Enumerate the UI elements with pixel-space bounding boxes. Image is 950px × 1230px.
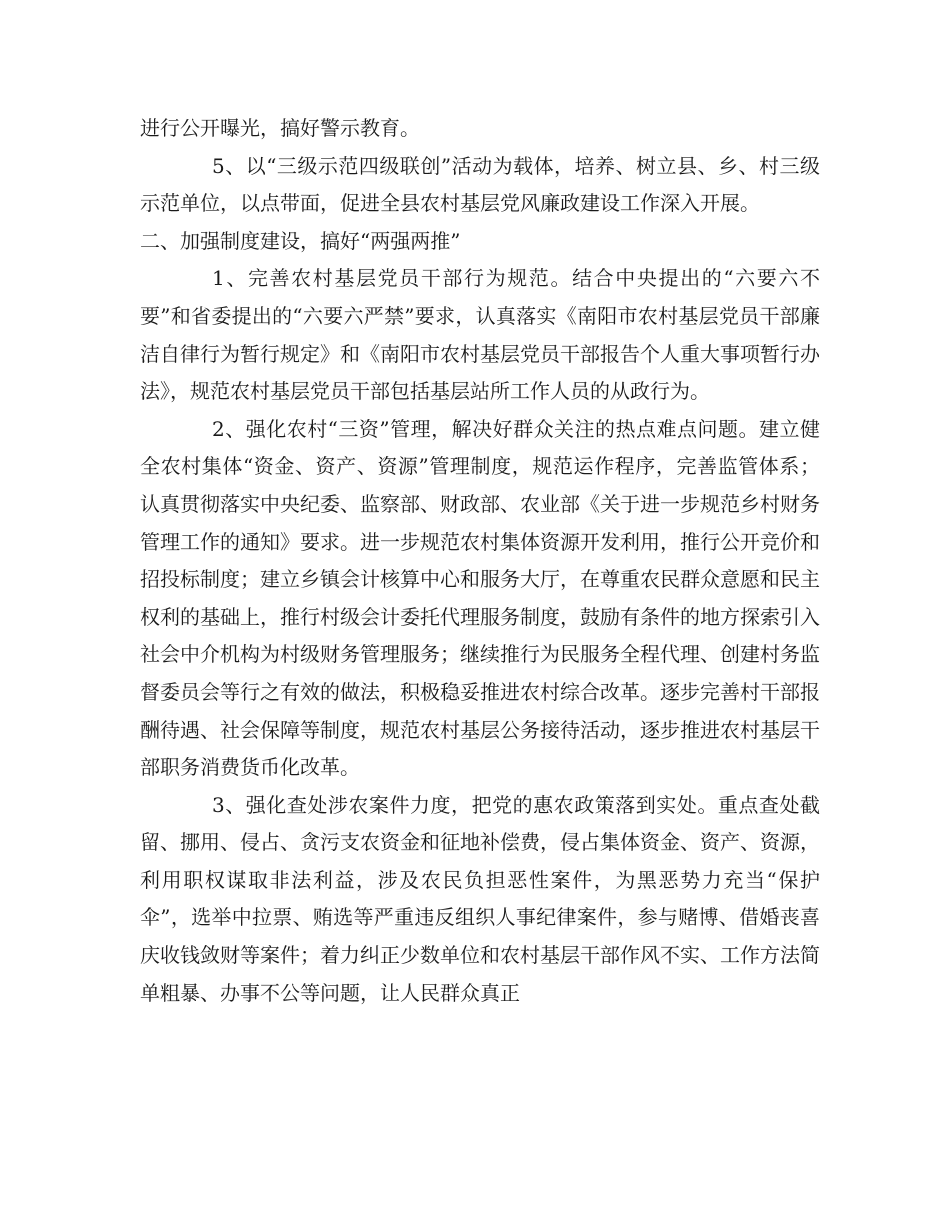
paragraph-continuation: 进行公开曝光，搞好警示教育。 (140, 116, 420, 140)
document-body (140, 110, 820, 1012)
paragraph-item-2: 2、强化农村“三资”管理，解决好群众关注的热点难点问题。建立健全农村集体“资金、资产、资源”管理制度，规范运作程序，完善监管体系；认真贯彻落实中央纪委、监察部、财政部、农业部《关于进一步规范乡村财务管理工作的通知》要求。进一步规范农村集体资源开发利用，推行公开竞价和招投标制度；建立乡镇会计核算中心和服务大厅，在尊重农民群众意愿和民主权利的基础上，推行村级会计委托代理服务制度，鼓励有条件的地方探索引入社会中介机构为村级财务管理服务；继续推行为民服务全程代理、创建村务监督委员会等行之有效的做法，积极稳妥推进农村综合改革。逐步完善村干部报酬待遇、社会保障等制度，规范农村基层公务接待活动，逐步推进农村基层干部职务消费货币化改革。 (140, 416, 820, 780)
paragraph-item-5: 5、以“三级示范四级联创”活动为载体，培养、树立县、乡、村三级示范单位，以点带面，促进全县农村基层党风廉政建设工作深入开展。 (140, 153, 820, 216)
section-heading-2: 二、加强制度建设，搞好“两强两推” (140, 228, 461, 253)
paragraph-item-3: 3、强化查处涉农案件力度，把党的惠农政策落到实处。重点查处截留、挪用、侵占、贪污支农资金和征地补偿费，侵占集体资金、资产、资源，利用职权谋取非法利益，涉及农民负担恶性案件，为黑恶势力充当“保护伞”，选举中拉票、贿选等严重违反组织人事纪律案件，参与赌博、借婚丧喜庆收钱敛财等案件；着力纠正少数单位和农村基层干部作风不实、工作方法简单粗暴、办事不公等问题，让人民群众真正 (140, 792, 820, 1005)
paragraph-item-1: 1、完善农村基层党员干部行为规范。结合中央提出的“六要六不要”和省委提出的“六要六严禁”要求，认真落实《南阳市农村基层党员干部廉洁自律行为暂行规定》和《南阳市农村基层党员干部报告个人重大事项暂行办法》，规范农村基层党员干部包括基层站所工作人员的从政行为。 (140, 266, 820, 404)
